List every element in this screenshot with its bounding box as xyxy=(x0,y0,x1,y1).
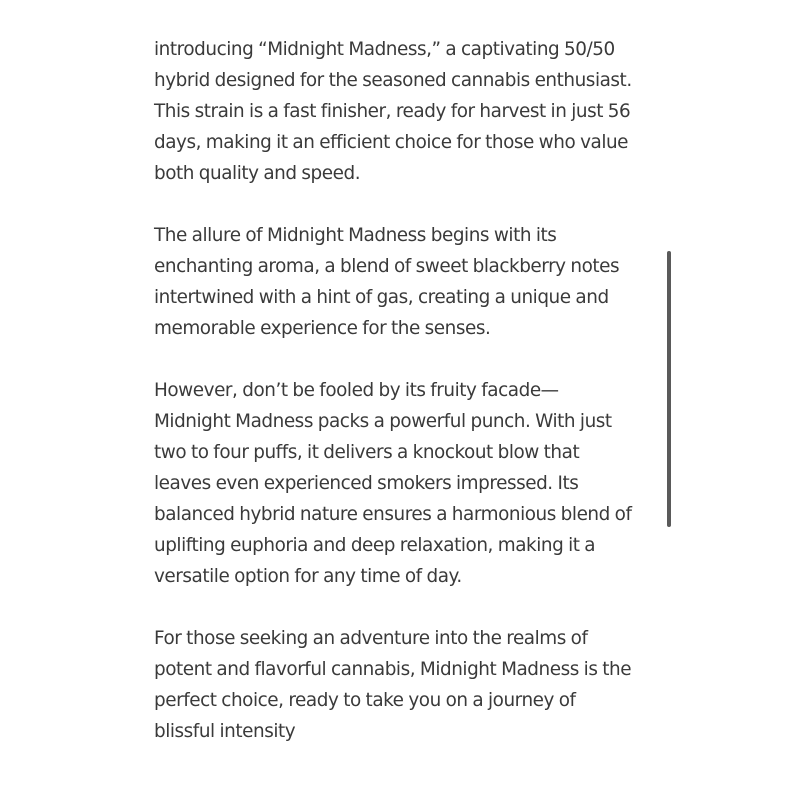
paragraph-line: hybrid designed for the seasoned cannabis enthusiast. xyxy=(154,70,632,91)
paragraph-1 xyxy=(154,34,654,189)
paragraph-line: However, don’t be fooled by its fruity facade— xyxy=(154,380,559,401)
paragraph-line: potent and flavorful cannabis, Midnight Madness is the xyxy=(154,659,632,680)
paragraph-line: For those seeking an adventure into the realms of xyxy=(154,628,588,649)
paragraph-line: versatile option for any time of day. xyxy=(154,566,462,587)
paragraph-line: two to four puffs, it delivers a knockout blow that xyxy=(154,442,580,463)
paragraph-line: introducing “Midnight Madness,” a captivating 50/50 xyxy=(154,39,615,60)
paragraph-line: perfect choice, ready to take you on a journey of xyxy=(154,690,576,711)
vertical-scrollbar-thumb[interactable] xyxy=(667,251,671,527)
paragraph-line: days, making it an efficient choice for those who value xyxy=(154,132,629,153)
paragraph-line: Midnight Madness packs a powerful punch. With just xyxy=(154,411,612,432)
paragraph-line: The allure of Midnight Madness begins with its xyxy=(154,225,557,246)
paragraph-line: both quality and speed. xyxy=(154,163,361,184)
article-body xyxy=(154,34,654,778)
paragraph-line: balanced hybrid nature ensures a harmonious blend of xyxy=(154,504,632,525)
paragraph-line: This strain is a fast finisher, ready for harvest in just 56 xyxy=(154,101,631,122)
paragraph-line: enchanting aroma, a blend of sweet blackberry notes xyxy=(154,256,620,277)
paragraph-line: uplifting euphoria and deep relaxation, making it a xyxy=(154,535,596,556)
paragraph-line: intertwined with a hint of gas, creating a unique and xyxy=(154,287,609,308)
paragraph-3 xyxy=(154,375,654,592)
paragraph-2 xyxy=(154,220,654,344)
paragraph-line: blissful intensity xyxy=(154,721,296,742)
paragraph-line: leaves even experienced smokers impressed. Its xyxy=(154,473,579,494)
paragraph-line: memorable experience for the senses. xyxy=(154,318,491,339)
paragraph-4 xyxy=(154,623,654,747)
